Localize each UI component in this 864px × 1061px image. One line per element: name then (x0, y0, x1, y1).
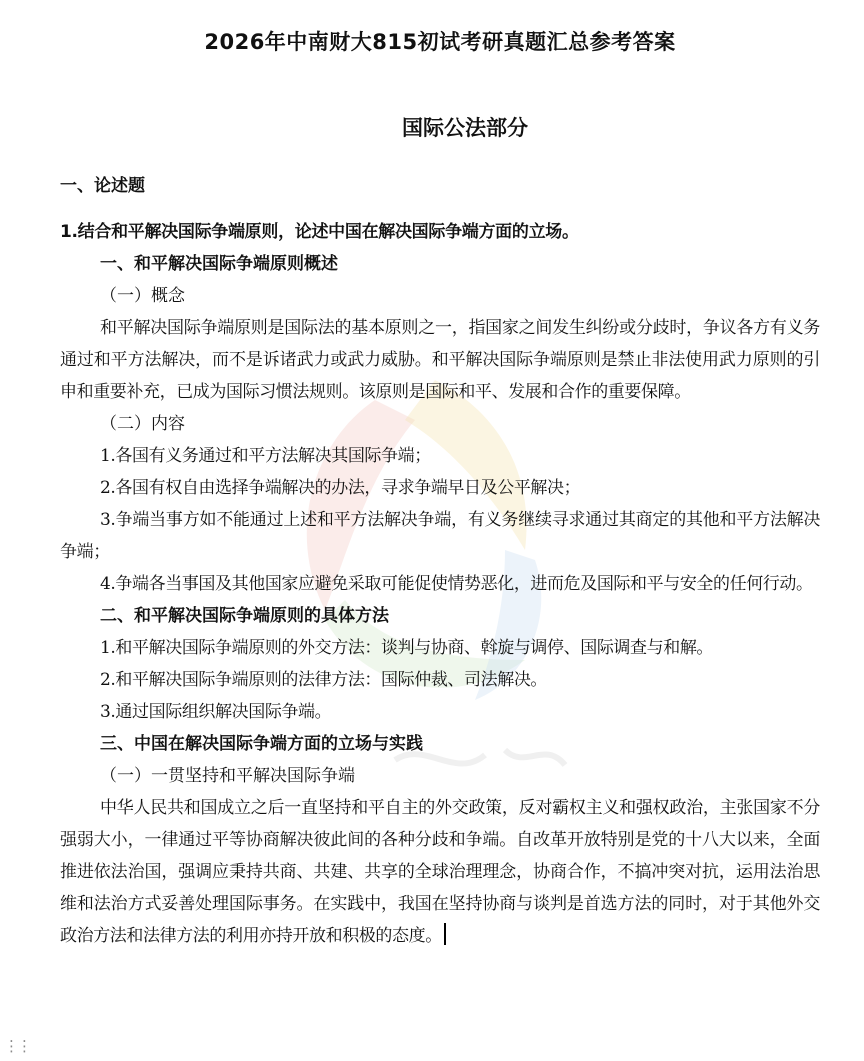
part1-item: 3.争端当事方如不能通过上述和平方法解决争端，有义务继续寻求通过其商定的其他和平方法解决争端； (60, 510, 820, 562)
text-cursor-icon (444, 923, 446, 945)
part3-sub-heading: （一）一贯坚持和平解决国际争端 (100, 766, 355, 786)
part1-sub-content: （二）内容 (100, 414, 185, 434)
part1-paragraph: 和平解决国际争端原则是国际法的基本原则之一，指国家之间发生纠纷或分歧时，争议各方有义务通过和平方法解决，而不是诉诸武力或武力威胁。和平解决国际争端原则是禁止非法使用武力原则的引申和重要补充，已成为国际习惯法规则。该原则是国际和平、发展和合作的重要保障。 (60, 318, 820, 402)
section-heading: 一、论述题 (60, 176, 145, 196)
part3-paragraph-text: 中华人民共和国成立之后一直坚持和平自主的外交政策，反对霸权主义和强权政治，主张国家不分强弱大小，一律通过平等协商解决彼此间的各种分歧和争端。自改革开放特别是党的十八大以来，全面推进依法治国，强调应秉持共商、共建、共享的全球治理理念，协商合作，不搞冲突对抗，运用法治思维和法治方式妥善处理国际事务。在实践中，我国在坚持协商与谈判是首选方法的同时，对于其他外交政治方法和法律方法的利用亦持开放和积极的态度。 (60, 798, 820, 946)
part1-heading: 一、和平解决国际争端原则概述 (100, 254, 338, 274)
question-heading: 1.结合和平解决国际争端原则，论述中国在解决国际争端方面的立场。 (60, 222, 579, 242)
part2-item: 3.通过国际组织解决国际争端。 (100, 702, 332, 722)
part1-item: 4.争端各当事国及其他国家应避免采取可能促使情势恶化，进而危及国际和平与安全的任何行动。 (100, 574, 813, 594)
part3-heading: 三、中国在解决国际争端方面的立场与实践 (100, 734, 423, 754)
part2-heading: 二、和平解决国际争端原则的具体方法 (100, 606, 389, 626)
document-subtitle: 国际公法部分 (402, 116, 528, 140)
drag-handle-icon[interactable]: ⋮⋮ (4, 1037, 30, 1055)
part3-paragraph (60, 792, 820, 952)
document-body[interactable] (60, 170, 820, 952)
part1-sub-concept: （一）概念 (100, 286, 185, 306)
part1-item: 1.各国有义务通过和平方法解决其国际争端； (100, 446, 431, 466)
part2-item: 1.和平解决国际争端原则的外交方法：谈判与协商、斡旋与调停、国际调查与和解。 (100, 638, 714, 658)
part2-item: 2.和平解决国际争端原则的法律方法：国际仲裁、司法解决。 (100, 670, 548, 690)
document-title: 2026年中南财大815初试考研真题汇总参考答案 (204, 30, 676, 54)
part1-item: 2.各国有权自由选择争端解决的办法，寻求争端早日及公平解决； (100, 478, 581, 498)
